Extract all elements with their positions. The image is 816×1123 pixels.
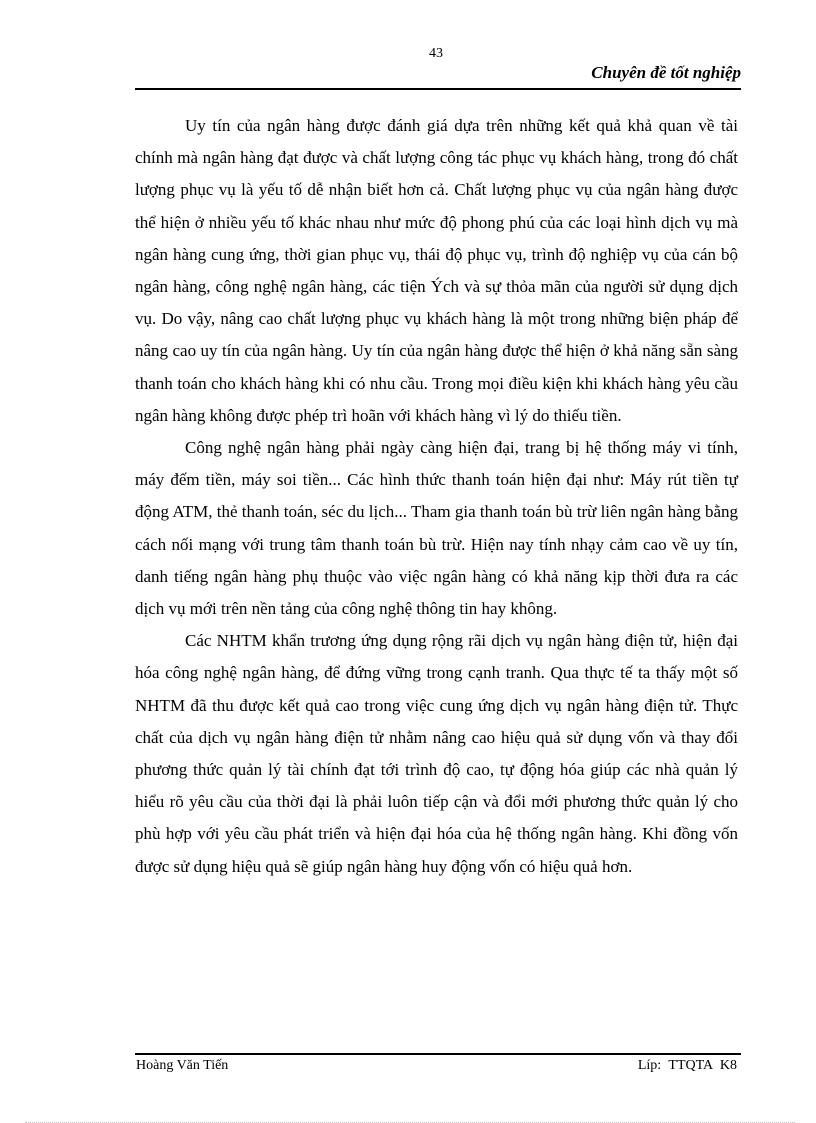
- document-body: [135, 110, 738, 883]
- footer-author: Hoàng Văn Tiến: [136, 1058, 229, 1073]
- paragraph-e-banking: Các NHTM khẩn trương ứng dụng rộng rãi dịch vụ ngân hàng điện tử, hiện đại hóa công nghệ ngân hàng, để đứng vững trong cạnh tranh. Qua thực tế ta thấy một số NHTM đã thu được kết quả cao trong việc cung ứng dịch vụ ngân hàng điện tử. Thực chất của dịch vụ ngân hàng điện tử nhằm nâng cao hiệu quả sử dụng vốn và thay đổi phương thức quản lý tài chính đạt tới trình độ cao, tự động hóa giúp các nhà quản lý hiểu rõ yêu cầu của thời đại là phải luôn tiếp cận và đổi mới phương thức quản lý cho phù hợp với yêu cầu phát triển và hiện đại hóa của hệ thống ngân hàng. Khi đồng vốn được sử dụng hiệu quả sẽ giúp ngân hàng huy động vốn có hiệu quả hơn.: [135, 631, 738, 876]
- header-divider: [135, 88, 741, 90]
- paragraph-reputation: Uy tín của ngân hàng được đánh giá dựa trên những kết quả khả quan về tài chính mà ngân hàng đạt được và chất lượng công tác phục vụ khách hàng, trong đó chất lượng phục vụ là yếu tố dễ nhận biết hơn cả. Chất lượng phục vụ của ngân hàng được thể hiện ở nhiều yếu tố khác nhau như mức độ phong phú của các loại hình dịch vụ mà ngân hàng cung ứng, thời gian phục vụ, thái độ phục vụ, trình độ nghiệp vụ của cán bộ ngân hàng, công nghệ ngân hàng, các tiện Ých và sự thỏa mãn của người sử dụng dịch vụ. Do vậy, nâng cao chất lượng phục vụ khách hàng là một trong những biện pháp để nâng cao uy tín của ngân hàng. Uy tín của ngân hàng được thể hiện ở khả năng sẵn sàng thanh toán cho khách hàng khi có nhu cầu. Trong mọi điều kiện khi khách hàng yêu cầu ngân hàng không được phép trì hoãn với khách hàng vì lý do thiếu tiền.: [135, 116, 738, 425]
- paragraph-technology: Công nghệ ngân hàng phải ngày càng hiện đại, trang bị hệ thống máy vi tính, máy đếm tiền, máy soi tiền... Các hình thức thanh toán hiện đại như: Máy rút tiền tự động ATM, thẻ thanh toán, séc du lịch... Tham gia thanh toán bù trừ liên ngân hàng bằng cách nối mạng với trung tâm thanh toán bù trừ. Hiện nay tính nhạy cảm cao về uy tín, danh tiếng ngân hàng phụ thuộc vào việc ngân hàng có khả năng kịp thời đưa ra các dịch vụ mới trên nền tảng của công nghệ thông tin hay không.: [135, 438, 738, 619]
- page-number: 43: [429, 46, 443, 61]
- footer-class: Líp: TTQTA K8: [637, 1058, 737, 1073]
- document-header-title: Chuyên đề tốt nghiệp: [591, 63, 741, 82]
- footer-divider: [135, 1053, 741, 1055]
